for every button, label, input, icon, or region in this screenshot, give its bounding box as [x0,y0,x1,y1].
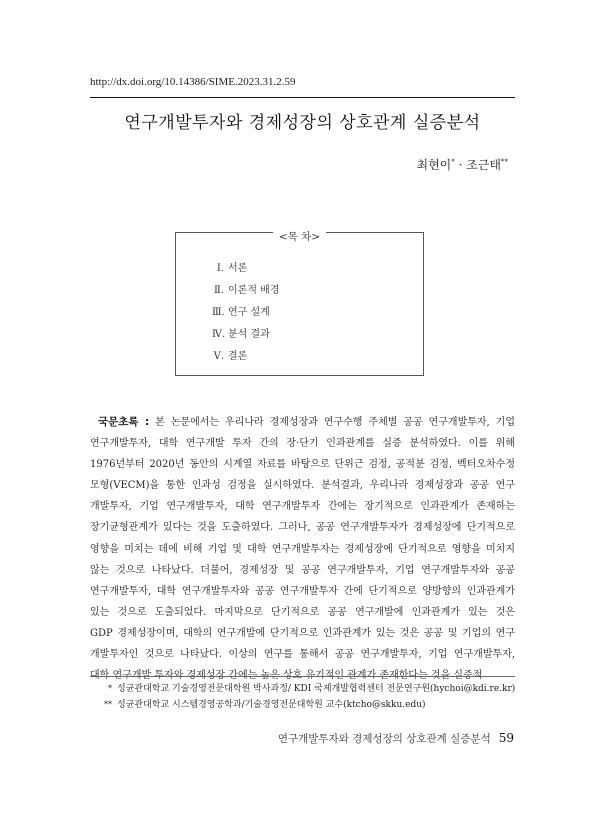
toc-item: Ⅲ. 연구 설계 [212,307,270,318]
running-footer [278,731,514,746]
abstract-line: 대학 연구개발 투자와 경제성장 간에는 높은 상호 유기적인 관계가 존재한다는 것을 실증적 [90,670,483,682]
abstract-line: 국문초록 : 본 논문에서는 우리나라 경제성장과 연구수행 주체별 공공 연구개발투자, 기업 [98,416,515,428]
author-line [416,156,508,173]
korean-abstract [90,412,515,686]
abstract-label: 국문초록 : [98,416,150,428]
footnote-rule [90,676,515,677]
abstract-line: 1976년부터 2020년 동안의 시계열 자료를 바탕으로 단위근 검정, 공적분 검정, 벡터오차수정 [90,459,515,471]
abstract-line: 개발투자인 것으로 나타났다. 이상의 연구를 통해서 공공 연구개발투자, 기업 연구개발투자, [90,649,515,661]
footnote: ** 성균관대학교 시스템경영공학과/기술경영전문대학원 교수(ktcho@skku.edu) [104,700,426,710]
paper-title: 연구개발투자와 경제성장의 상호관계 실증분석 [124,113,481,133]
running-title: 연구개발투자와 경제성장의 상호관계 실증분석 [277,733,491,745]
footnotes [90,681,515,713]
abstract-line: 있는 것으로 도출되었다. 마지막으로 단기적으로 공공 연구개발에 인과관계가 있는 것은 [90,606,515,618]
footnote-mark: * [451,158,455,166]
abstract-line: 않는 것으로 나타났다. 더불어, 경제성장 및 공공 연구개발투자, 기업 연구개발투자와 공공 [90,564,515,576]
doi-link[interactable]: http://dx.doi.org/10.14386/SIME.2023.31.2.59 [90,76,296,88]
author-separator: · [454,158,467,172]
toc-item: Ⅳ. 분석 결과 [212,329,270,340]
abstract-line: 장기균형관계가 있다는 것을 도출하였다. 그러나, 공공 연구개발투자가 경제성장에 단기적으로 [90,522,515,534]
abstract-line: 영향을 미치는 데에 비해 기업 및 대학 연구개발투자는 경제성장에 단기적으로 영향을 미치지 [90,543,515,555]
author-name: 최현이 [416,158,452,172]
footnote-mark: ** [501,158,508,166]
footnote: * 성균관대학교 기술경영전문대학원 박사과정/ KDI 국제개발협력센터 전문연구원(hychoi@kdi.re.kr) [108,684,516,694]
abstract-line: 연구개발투자, 대학 연구개발투자와 공공 연구개발투자 간에 단기적으로 양방향의 인과관계가 [90,585,515,597]
toc-item: Ⅱ. 이론적 배경 [214,285,280,296]
abstract-line: 연구개발투자, 대학 연구개발 투자 간의 장·단기 인과관계를 실증 분석하였다. 이를 위해 [90,438,515,450]
header-rule [90,97,515,98]
toc-item: Ⅴ. 결론 [213,351,248,362]
page-number: 59 [498,731,514,745]
abstract-line: GDP 경제성장이며, 대학의 연구개발에 단기적으로 인과관계가 있는 것은 공공 및 기업의 연구 [90,627,515,639]
abstract-line: 모형(VECM)을 통한 인과성 검정을 실시하였다. 분석결과, 우리나라 경제성장과 공공 연구 [90,480,515,492]
toc-item: Ⅰ. 서론 [216,263,248,274]
author-name: 조근태 [466,158,501,172]
toc-list [212,259,279,369]
table-of-contents [175,232,424,376]
toc-heading: <목 차> [176,225,423,244]
abstract-line: 개발투자, 기업 연구개발투자, 대학 연구개발투자 간에는 장기적으로 인과관계가 존재하는 [90,501,515,513]
